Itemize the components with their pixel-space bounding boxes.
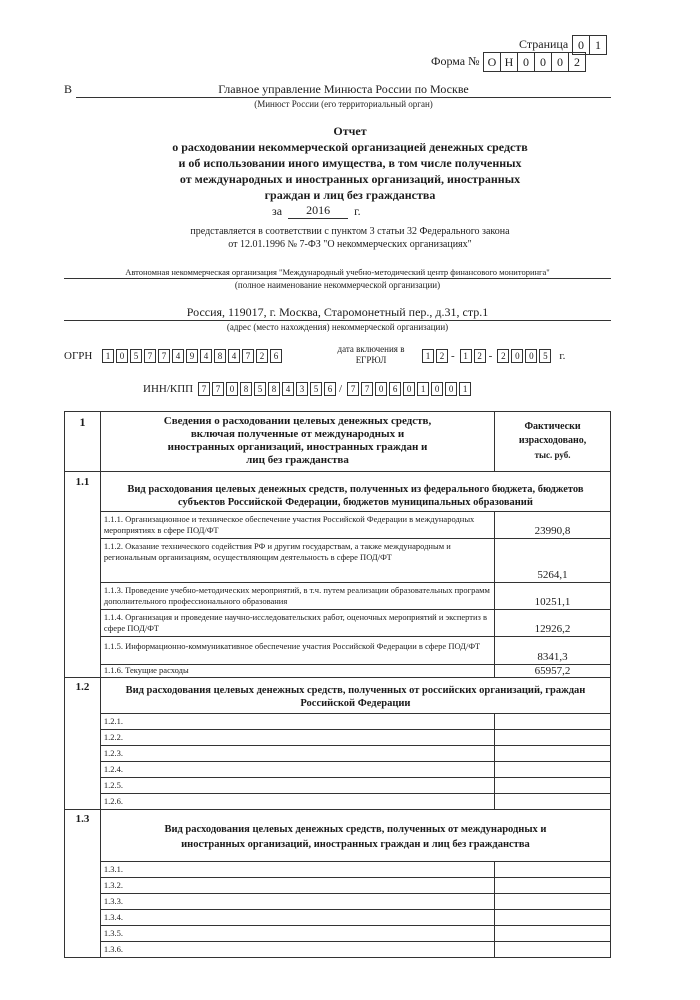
year-value: 2016 (288, 203, 348, 219)
date-month-digit: 2 (474, 349, 486, 363)
egrul-label-line: дата включения в (337, 344, 405, 354)
row-label: 1.1.4. Организация и проведение научно-исследовательских работ, оценочных мероприятий и экспертиз в сфере ПОД/ФТ (100, 610, 494, 637)
form-digit: 0 (517, 52, 535, 72)
kpp-digit: 0 (403, 382, 415, 396)
section-num: 1.2 (65, 678, 101, 810)
table-row (65, 878, 611, 894)
report-year (272, 203, 361, 219)
inn-digit: 7 (212, 382, 224, 396)
row-label: 1.2.3. (100, 746, 494, 762)
row-value (495, 862, 611, 878)
kpp-digit: 6 (389, 382, 401, 396)
inn-digit: 4 (282, 382, 294, 396)
table-row (65, 512, 611, 539)
table-row (65, 794, 611, 810)
ogrn-digit: 1 (102, 349, 114, 363)
ogrn-digit: 4 (228, 349, 240, 363)
section-title: Вид расходования целевых денежных средств, полученных от российских организаций, граждан Российской Федерации (100, 678, 610, 714)
section-title: Вид расходования целевых денежных средств, полученных от международных и иностранных организаций, иностранных граждан и лиц без гражданства (100, 810, 610, 862)
header-value-label: Фактически израсходовано, (518, 421, 587, 446)
inn-label: ИНН/КПП (143, 383, 194, 395)
header-num: 1 (65, 412, 101, 472)
section-header-row (65, 678, 611, 714)
page-digit: 1 (589, 35, 607, 55)
form-digit: Н (500, 52, 518, 72)
header-unit: тыс. руб. (534, 450, 571, 460)
table-row (65, 926, 611, 942)
date-dash: - (451, 350, 455, 362)
section-header-row (65, 810, 611, 862)
table-row (65, 714, 611, 730)
table-row (65, 610, 611, 637)
table-header-row (65, 412, 611, 472)
row-label: 1.3.4. (100, 910, 494, 926)
row-value: 5264,1 (495, 539, 611, 583)
table-row (65, 862, 611, 878)
kpp-digit: 1 (417, 382, 429, 396)
table-row (65, 894, 611, 910)
ogrn-digit: 2 (256, 349, 268, 363)
table-row (65, 539, 611, 583)
title-line: граждан и лиц без гражданства (264, 188, 436, 202)
ogrn-digit: 7 (158, 349, 170, 363)
date-year-digit: 5 (539, 349, 551, 363)
table-row (65, 762, 611, 778)
row-label: 1.2.6. (100, 794, 494, 810)
org-address: Россия, 119017, г. Москва, Старомонетный пер., д.31, стр.1 (64, 305, 611, 321)
row-value: 10251,1 (495, 583, 611, 610)
recipient-name: Главное управление Минюста России по Москве (76, 82, 611, 98)
row-label: 1.2.5. (100, 778, 494, 794)
table-row (65, 778, 611, 794)
ogrn-digit: 9 (186, 349, 198, 363)
year-prefix: за (272, 204, 283, 218)
row-label: 1.3.1. (100, 862, 494, 878)
row-value (495, 878, 611, 894)
row-value (495, 714, 611, 730)
title-line: и об использовании иного имущества, в том числе полученных (178, 156, 522, 170)
title-line: о расходовании некоммерческой организацией денежных средств (172, 140, 528, 154)
date-dash: - (488, 350, 493, 362)
kpp-digit: 7 (361, 382, 373, 396)
row-label: 1.3.2. (100, 878, 494, 894)
date-day-digit: 1 (422, 349, 434, 363)
egrul-date-label (325, 344, 417, 366)
date-suffix: г. (559, 350, 566, 362)
org-name: Автономная некоммерческая организация "Международный учебно-методический центр финансового мониторинга" (64, 266, 611, 279)
basis-line: от 12.01.1996 № 7-ФЗ "О некоммерческих организациях" (228, 239, 472, 250)
year-suffix: г. (354, 204, 361, 218)
header-title: Сведения о расходовании целевых денежных средств, включая полученные от международных и иностранных организаций, иностранных граждан и лиц без гражданства (100, 412, 494, 472)
kpp-digit: 7 (347, 382, 359, 396)
row-label: 1.1.5. Информационно-коммуникативное обеспечение участия Российской Федерации в сфере ПОД/ФТ (100, 637, 494, 665)
inn-digit: 0 (226, 382, 238, 396)
row-value: 8341,3 (495, 637, 611, 665)
kpp-digit: 1 (459, 382, 471, 396)
form-digit: О (483, 52, 501, 72)
section-num: 1.3 (65, 810, 101, 958)
row-value (495, 762, 611, 778)
table-row (65, 730, 611, 746)
row-value: 65957,2 (495, 665, 611, 678)
row-label: 1.1.1. Организационное и техническое обеспечение участия Российской Федерации в международных мероприятиях в сфере ПОД/ФТ (100, 512, 494, 539)
table-row (65, 910, 611, 926)
row-value (495, 794, 611, 810)
ogrn-digit: 6 (270, 349, 282, 363)
header-value (495, 412, 611, 472)
ogrn-digit: 4 (200, 349, 212, 363)
table-row (65, 746, 611, 762)
row-value (495, 746, 611, 762)
inn-kpp-slash: / (339, 383, 343, 395)
ogrn-digit: 8 (214, 349, 226, 363)
inn-digit: 8 (268, 382, 280, 396)
page-digit: 0 (572, 35, 590, 55)
row-label: 1.3.6. (100, 942, 494, 958)
table-row (65, 637, 611, 665)
legal-basis (100, 225, 600, 251)
date-day-digit: 2 (436, 349, 448, 363)
egrul-label-line: ЕГРЮЛ (355, 355, 387, 365)
section-num: 1.1 (65, 472, 101, 678)
date-year-digit: 0 (511, 349, 523, 363)
row-label: 1.3.5. (100, 926, 494, 942)
form-digit: 0 (551, 52, 569, 72)
table-row (65, 942, 611, 958)
ogrn-digit: 5 (130, 349, 142, 363)
form-number-cells (484, 52, 586, 72)
row-value (495, 910, 611, 926)
row-label: 1.3.3. (100, 894, 494, 910)
row-value (495, 730, 611, 746)
basis-line: представляется в соответствии с пунктом 3 статьи 32 Федерального закона (190, 226, 510, 237)
form-label: Форма № (431, 54, 480, 68)
table-row (65, 583, 611, 610)
ogrn-digit: 7 (144, 349, 156, 363)
report-title (100, 123, 600, 203)
section-header-row (65, 472, 611, 512)
title-line: от международных и иностранных организаций, иностранных (179, 172, 521, 186)
form-digit: 2 (568, 52, 586, 72)
ogrn-digit: 7 (242, 349, 254, 363)
title-line: Отчет (333, 124, 367, 138)
row-label: 1.2.4. (100, 762, 494, 778)
inn-digit: 5 (254, 382, 266, 396)
org-name-caption: (полное наименование некоммерческой организации) (234, 280, 441, 290)
inn-digit: 7 (198, 382, 210, 396)
row-label: 1.2.1. (100, 714, 494, 730)
page-label: Страница (519, 37, 569, 51)
date-year-digit: 0 (525, 349, 537, 363)
row-value: 23990,8 (495, 512, 611, 539)
recipient-prefix: В (64, 82, 73, 96)
row-value (495, 926, 611, 942)
row-label: 1.1.2. Оказание технического содействия РФ и другим государствам, а также международным и региональным организациям, осуществляющим деятельность в сфере ПОД/ФТ (100, 539, 494, 583)
expenditure-table (64, 411, 611, 958)
ogrn-cells (100, 349, 282, 363)
row-label: 1.2.2. (100, 730, 494, 746)
row-value (495, 942, 611, 958)
form-digit: 0 (534, 52, 552, 72)
kpp-digit: 0 (375, 382, 387, 396)
inn-digit: 5 (310, 382, 322, 396)
inn-kpp-cells (196, 382, 471, 396)
ogrn-digit: 4 (172, 349, 184, 363)
ogrn-label: ОГРН (64, 350, 93, 362)
date-year-digit: 2 (497, 349, 509, 363)
org-address-caption: (адрес (место нахождения) некоммерческой организации) (226, 322, 449, 332)
inn-digit: 8 (240, 382, 252, 396)
row-value: 12926,2 (495, 610, 611, 637)
recipient-caption: (Минюст России (его территориальный орган) (254, 99, 433, 109)
row-label: 1.1.3. Проведение учебно-методических мероприятий, в т.ч. путем реализации образовательных программ дополнительного профессионального образования (100, 583, 494, 610)
table-row (65, 665, 611, 678)
inn-digit: 3 (296, 382, 308, 396)
date-month-digit: 1 (460, 349, 472, 363)
section-title: Вид расходования целевых денежных средств, полученных из федерального бюджета, бюджетов субъектов Российской Федерации, бюджетов муниципальных образований (100, 472, 610, 512)
row-value (495, 778, 611, 794)
ogrn-digit: 0 (116, 349, 128, 363)
kpp-digit: 0 (445, 382, 457, 396)
row-label: 1.1.6. Текущие расходы (100, 665, 494, 678)
kpp-digit: 0 (431, 382, 443, 396)
egrul-date-cells (420, 349, 568, 363)
inn-digit: 6 (324, 382, 336, 396)
row-value (495, 894, 611, 910)
